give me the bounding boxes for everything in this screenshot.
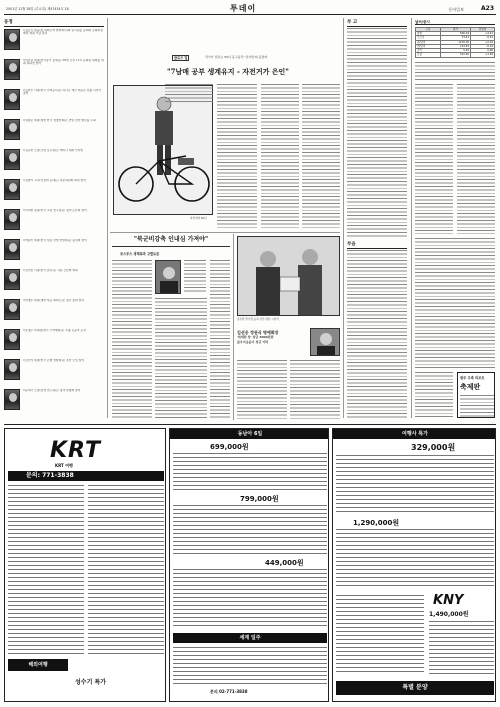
person-photo bbox=[4, 209, 20, 230]
person-item bbox=[4, 148, 104, 174]
market-cell: 5.45 bbox=[440, 49, 470, 53]
market-cell: +3.21 bbox=[471, 32, 495, 36]
person-item bbox=[4, 268, 104, 294]
mid-body-side bbox=[184, 260, 206, 294]
center-ad-block-4 bbox=[173, 647, 327, 685]
sale-price: 1,290,000원 bbox=[353, 519, 400, 527]
person-photo bbox=[4, 59, 20, 80]
person-item bbox=[4, 388, 104, 414]
person-item bbox=[4, 118, 104, 144]
feature-headline: "7남매 공부 생계유지 - 자전거가 은인" bbox=[167, 67, 289, 76]
person-item bbox=[4, 178, 104, 204]
paper-name: 동아일보 bbox=[448, 7, 464, 12]
market-cell: 금값 bbox=[416, 53, 441, 57]
right-ad-block-3 bbox=[336, 595, 424, 675]
notices-body bbox=[347, 28, 407, 238]
price-3: 449,000원 bbox=[265, 559, 304, 567]
person-text: ▽위종은 회장(대한 한국 경영인회)은 연말 만찬 행사를 주최 bbox=[23, 119, 96, 122]
person-photo bbox=[4, 299, 20, 320]
column-rule bbox=[107, 18, 108, 418]
right-ad-block-4 bbox=[429, 621, 494, 675]
kny-logo: KNY bbox=[433, 593, 464, 608]
center-ad-block-1 bbox=[173, 453, 327, 493]
price-4: 329,000원 bbox=[411, 443, 456, 452]
person-text: ▽이가균 회장(한국장기 총재)은 28일 오전 11시 동회원 대회를 개최 축하연 참석 bbox=[23, 59, 104, 66]
market-cell: 코스닥 bbox=[416, 36, 441, 40]
travel-ad-right[interactable] bbox=[332, 428, 496, 702]
feature-photo-caption: 자전거와 50년 bbox=[190, 217, 207, 220]
center-ad-title: 동남아 6일 bbox=[170, 429, 329, 439]
krt-tagline: KRT 여행 bbox=[55, 463, 73, 468]
feature-body-intro bbox=[165, 84, 213, 104]
market-cell: 종합 bbox=[416, 32, 441, 36]
award-subhead: '위대한 상' 상금 3000만원 bbox=[237, 335, 274, 339]
market-note bbox=[415, 62, 495, 80]
column-rule bbox=[411, 18, 412, 418]
feature-body-column-2 bbox=[261, 84, 299, 230]
person-text: ▽김인식 회장(한국 은행 연합회)은 조찬 모임 참석 bbox=[23, 359, 85, 362]
people-heading: 동정 bbox=[4, 20, 104, 27]
person-item bbox=[4, 328, 104, 354]
market-cell: -0.41 bbox=[471, 36, 495, 40]
right-body-lower bbox=[415, 238, 495, 368]
right-body-bottom bbox=[415, 372, 453, 418]
person-item bbox=[4, 58, 104, 84]
kny-price: 1,490,000원 bbox=[429, 611, 469, 618]
award-photo bbox=[237, 236, 340, 316]
person-photo bbox=[4, 329, 20, 350]
right-ad-block-1 bbox=[336, 455, 494, 515]
mid-body-column-1 bbox=[112, 260, 152, 420]
award-ceremony-illustration bbox=[238, 237, 340, 316]
price-1: 699,000원 bbox=[210, 443, 249, 451]
page-number: A23 bbox=[481, 5, 494, 12]
person-photo bbox=[4, 269, 20, 290]
person-photo bbox=[4, 29, 20, 50]
bicycle-photo bbox=[113, 85, 213, 215]
market-cell: 73.52 bbox=[440, 36, 470, 40]
bicycle-man-illustration bbox=[114, 86, 213, 215]
person-photo bbox=[4, 239, 20, 260]
feature-kicker: 클로즈 업 bbox=[174, 56, 188, 60]
person-photo bbox=[4, 89, 20, 110]
feature-body-column-3 bbox=[302, 84, 340, 230]
person-item bbox=[4, 208, 104, 234]
feature-body-column-1 bbox=[217, 84, 257, 230]
krt-list-right bbox=[88, 485, 164, 655]
resort-ad-sub: 축제판 bbox=[460, 383, 481, 391]
right-body-column-1 bbox=[415, 84, 453, 234]
award-body-column-1 bbox=[237, 360, 287, 420]
award-photo-caption: 김수환 추기경 등과 사진 대상 시상식 bbox=[237, 318, 279, 321]
krt-footer: 성수기 특가 bbox=[75, 679, 107, 686]
person-item bbox=[4, 238, 104, 264]
mid-story-headline: "북군비강축 인내심 가져야" bbox=[112, 236, 230, 247]
market-cell: +1.20 bbox=[471, 53, 495, 57]
resort-ad[interactable] bbox=[457, 372, 495, 418]
market-cell: 123.45 bbox=[440, 44, 470, 48]
person-photo bbox=[4, 359, 20, 380]
obituary-body bbox=[347, 250, 407, 420]
mid-body-column-2 bbox=[155, 298, 207, 420]
market-cell: -0.12 bbox=[471, 44, 495, 48]
travel-ad-krt[interactable] bbox=[4, 428, 166, 702]
mid-body-column-3 bbox=[210, 260, 230, 420]
market-cell: 원/달러 bbox=[416, 40, 441, 44]
krt-logo: KRT bbox=[50, 438, 102, 463]
market-heading: 날씨/증시 bbox=[415, 20, 495, 25]
person-text: ▽조영주 부회장(한국 무역협회)은 수출 유공자 포상 bbox=[23, 329, 86, 332]
travel-ad-center[interactable] bbox=[169, 428, 329, 702]
feature-subhead: 작가가 전하는 50년 동고동락 '당사람'의 동반자 bbox=[205, 55, 268, 59]
award-portrait-illustration bbox=[311, 329, 340, 356]
right-heading: 부 고 bbox=[347, 20, 407, 27]
page-header bbox=[4, 3, 496, 15]
award-body-column-2 bbox=[290, 360, 340, 420]
portrait-photo bbox=[155, 260, 181, 294]
award-subhead-2: 불우이웃돕기 성금 기탁 bbox=[237, 340, 269, 344]
person-item bbox=[4, 88, 104, 114]
market-header-cell: 전일비 bbox=[471, 28, 495, 32]
right-ad-title: 여행사 특가 bbox=[333, 429, 496, 439]
person-item bbox=[4, 28, 104, 54]
center-ad-block-2 bbox=[173, 505, 327, 555]
portrait-illustration bbox=[156, 261, 181, 294]
column-rule bbox=[233, 234, 234, 420]
section-divider bbox=[110, 232, 340, 233]
person-photo bbox=[4, 179, 20, 200]
person-text: ▽김한수 사장(한국 전력공사)은 하나로 재단 대표로 선출 시상식 참석 bbox=[23, 89, 102, 96]
person-photo bbox=[4, 149, 20, 170]
person-item bbox=[4, 358, 104, 384]
krt-badge: 해외여행 bbox=[8, 659, 68, 671]
obituary-heading: 부음 bbox=[347, 242, 407, 249]
resort-ad-title: 원주 우측 리조트 bbox=[460, 376, 485, 380]
mid-story-kicker: 포스투스 경제특과 고별토론 bbox=[120, 252, 160, 256]
market-cell: 312.40 bbox=[440, 53, 470, 57]
center-ad-block-3 bbox=[173, 569, 327, 629]
center-ad-phone[interactable]: 문의 02-771-3838 bbox=[210, 689, 248, 694]
person-text: ▽김방식 교수(서울대 공대)는 자문위원회 회의 참석 bbox=[23, 179, 86, 182]
resort-ad-body bbox=[460, 395, 494, 417]
award-headline: 김선웅 정권식 명예회장 bbox=[237, 330, 279, 335]
person-text: ▽박용인 회장(한국 섬유 산업 연합회)은 송년회 참석 bbox=[23, 239, 87, 242]
market-cell: 1276.30 bbox=[440, 40, 470, 44]
center-ad-world: 세계 일주 bbox=[173, 633, 327, 643]
ad-section-divider bbox=[4, 424, 496, 425]
award-portrait bbox=[310, 328, 340, 356]
market-table bbox=[415, 27, 495, 58]
market-cell: 금리 bbox=[416, 49, 441, 53]
market-cell: 엔/달러 bbox=[416, 44, 441, 48]
issue-date: 2001년 11월 28일 (수요일) 제47434호 18 bbox=[6, 7, 69, 11]
person-text: ▽윤재국 소장(환경 연구원)은 정책 설명회 참석 bbox=[23, 389, 81, 392]
market-cell: 596.34 bbox=[440, 32, 470, 36]
person-text: ▽김석호 사장(한국 통신)은 직원 간담회 개최 bbox=[23, 269, 78, 272]
person-text: ▽김준헌 소장(국립 보건원)은 세미나 개최 인사말 bbox=[23, 149, 84, 152]
market-header-cell: 구분 bbox=[416, 28, 441, 32]
right-ad-block-2 bbox=[336, 529, 494, 589]
price-2: 799,000원 bbox=[240, 495, 279, 503]
person-item bbox=[4, 298, 104, 324]
right-body-column-2 bbox=[457, 84, 495, 234]
person-photo bbox=[4, 389, 20, 410]
person-text: ▽이지현 원장(한국 교통 연구원)은 정책 토론회 참석 bbox=[23, 209, 87, 212]
market-header-cell: 종가 bbox=[440, 28, 470, 32]
person-text: ▽한영수 회장(대한 상공 회의소)은 정기 총회 참석 bbox=[23, 299, 85, 302]
person-photo bbox=[4, 119, 20, 140]
section-title: 투데이 bbox=[230, 4, 257, 13]
krt-phone[interactable]: 문의: 771-3838 bbox=[8, 471, 164, 481]
market-cell: +2.10 bbox=[471, 40, 495, 44]
market-cell: 0.00 bbox=[471, 49, 495, 53]
person-text: ▽김동기 대표(한 대외무역 협력회사)와 임직원들 동회의 소회의실에서 개최 기념 축사 bbox=[23, 29, 103, 36]
market-row bbox=[416, 53, 495, 57]
column-rule bbox=[343, 18, 344, 418]
krt-list-left bbox=[8, 485, 84, 655]
right-ad-footer: 특별 분양 bbox=[336, 681, 494, 695]
